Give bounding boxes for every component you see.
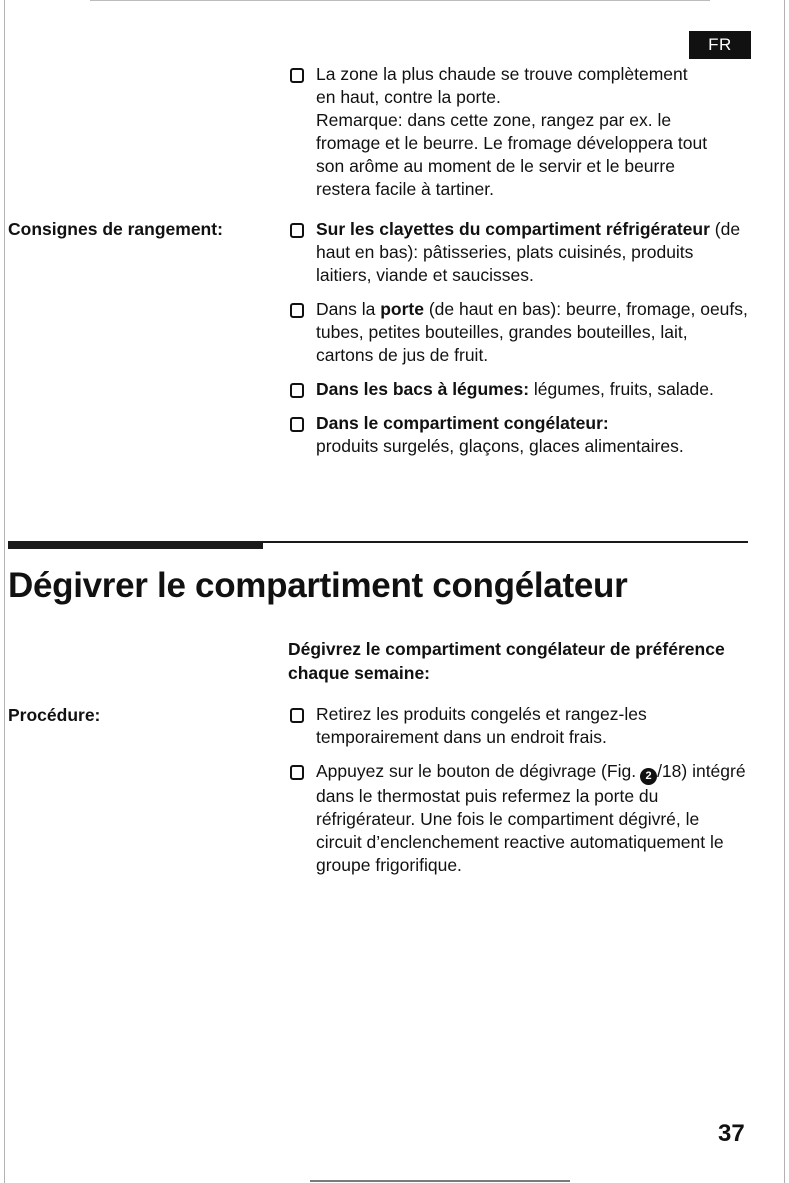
- checkbox-bullet-icon: [290, 303, 304, 318]
- scan-edge-top: [90, 0, 710, 1]
- checkbox-bullet-icon: [290, 708, 304, 723]
- defrost-intro: Dégivrez le compartiment congélateur de préférence chaque semaine:: [288, 639, 725, 683]
- warmest-zone-line-1: La zone la plus chaude se trouve complètement: [316, 64, 688, 84]
- warmest-zone-item: [288, 63, 748, 201]
- temperature-zone-list: [288, 63, 748, 212]
- door-prefix: Dans la: [316, 299, 381, 319]
- fridge-shelves-heading: Sur les clayettes du compartiment réfrigérateur: [316, 219, 710, 239]
- checkbox-bullet-icon: [290, 68, 304, 83]
- section-title: Dégivrer le compartiment congélateur: [8, 566, 628, 605]
- freezer-text: produits surgelés, glaçons, glaces alimentaires.: [316, 436, 684, 456]
- scan-edge-bottom: [310, 1180, 570, 1182]
- checkbox-bullet-icon: [290, 223, 304, 238]
- procedure-step-1: [288, 703, 748, 749]
- page-number: 37: [718, 1120, 745, 1147]
- step-2-text-before: Appuyez sur le bouton de dégivrage (Fig.: [316, 761, 637, 781]
- storage-instructions-label: Consignes de rangement:: [8, 219, 223, 239]
- vegetable-bins-item: [288, 378, 748, 401]
- fridge-shelves-item: [288, 218, 748, 287]
- procedure-list: [288, 703, 748, 888]
- procedure-label: Procédure:: [8, 705, 101, 725]
- warmest-zone-line-2: en haut, contre la porte.: [316, 87, 501, 107]
- fridge-shelves-text: (de haut en bas): pâtisseries, plats cuisinés, produits laitiers, viande et saucisses.: [316, 219, 741, 285]
- step-2-text-after: /18) intégré dans le thermostat puis refermez la porte du réfrigérateur. Une fois le compartiment dégivré, le circuit d’enclenchement reactive automatiquement le groupe frigorifique.: [316, 761, 746, 875]
- checkbox-bullet-icon: [290, 383, 304, 398]
- remark-line-1: Remarque: dans cette zone, rangez par ex. le: [316, 110, 672, 130]
- vegetable-bins-heading: Dans les bacs à légumes:: [316, 379, 530, 399]
- door-item: [288, 298, 748, 367]
- remark-line-3: son arôme au moment de le servir et le beurre: [316, 156, 675, 176]
- figure-number-icon: 2: [640, 768, 657, 785]
- section-divider-thick: [8, 541, 263, 549]
- storage-list: [288, 218, 748, 469]
- checkbox-bullet-icon: [290, 765, 304, 780]
- remark-line-4: restera facile à tartiner.: [316, 179, 494, 199]
- freezer-item: [288, 412, 748, 458]
- freezer-heading: Dans le compartiment congélateur:: [316, 413, 609, 433]
- language-badge: FR: [689, 31, 751, 59]
- procedure-step-2: [288, 760, 748, 877]
- section-divider-thin: [263, 541, 748, 543]
- vegetable-bins-text: légumes, fruits, salade.: [529, 379, 714, 399]
- remark-line-2: fromage et le beurre. Le fromage développera tout: [316, 133, 708, 153]
- door-text: (de haut en bas): beurre, fromage, oeufs, tubes, petites bouteilles, grandes bouteilles, lait, cartons de jus de fruit.: [316, 299, 748, 365]
- scan-edge-left: [4, 0, 5, 1183]
- checkbox-bullet-icon: [290, 417, 304, 432]
- scan-edge-right: [784, 0, 785, 1183]
- door-heading: porte: [380, 299, 424, 319]
- step-1-text: Retirez les produits congelés et rangez-les temporairement dans un endroit frais.: [316, 704, 647, 747]
